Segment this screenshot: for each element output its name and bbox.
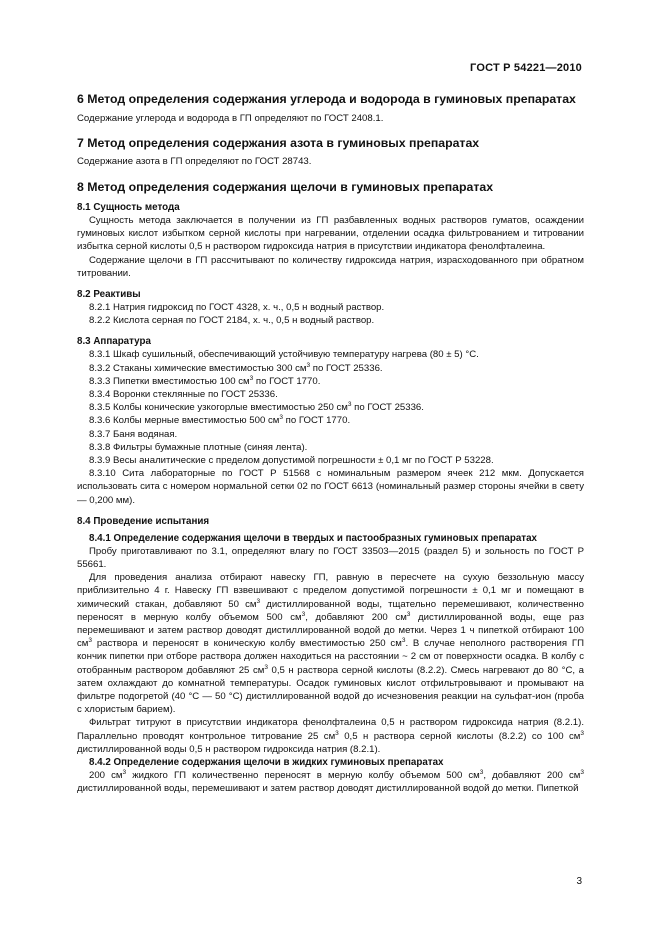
paragraph: 200 $см^3$ жидкого ГП количественно переносят в мерную колбу объемом 500 $см^3$, добавляют 200 $см^3$ дистиллированной воды, перемешивают и затем раствор доводят дистиллированной водой до метки. Пипеткой: [77, 769, 584, 795]
list-item: 8.3.6 Колбы мерные вместимостью 500 $см^3$ по ГОСТ 1770.: [89, 414, 351, 427]
subsection-8-3-title: 8.3 Аппаратура: [77, 336, 151, 348]
paragraph: Сущность метода заключается в получении из ГП разбавленных водных растворов гуматов, осаждении гуминовых кислот избытком серной кислоты при нагревании, отделении осадка фильтрованием и титровании избытка серной кислоты 0,5 н раствором гидроксида натрия в присутствии индикатора фенолфталеина.: [77, 214, 584, 253]
subsection-8-4-1-title: 8.4.1 Определение содержания щелочи в твердых и пастообразных гуминовых препаратах: [89, 532, 537, 544]
list-item: 8.3.4 Воронки стеклянные по ГОСТ 25336.: [89, 388, 278, 400]
paragraph: Фильтрат титруют в присутствии индикатора фенолфталеина 0,5 н раствором гидроксида натрия (8.2.1). Параллельно проводят контрольное титрование 25 $см^3$ 0,5 н раствора серной кислоты (8.2.2) со 100 $см^3$ дистиллированной воды 0,5 н раствором гидроксида натрия (8.2.1).: [77, 717, 584, 755]
paragraph: Пробу приготавливают по 3.1, определяют влагу по ГОСТ 33503—2015 (раздел 5) и зольность по ГОСТ Р 55661.: [77, 545, 584, 570]
list-item: 8.3.7 Баня водяная.: [89, 428, 178, 440]
list-item: 8.3.2 Стаканы химические вместимостью 300 $см^3$ по ГОСТ 25336.: [89, 361, 383, 374]
list-item: 8.3.8 Фильтры бумажные плотные (синяя лента).: [89, 441, 308, 453]
page-content: [77, 92, 584, 795]
paragraph: Содержание щелочи в ГП рассчитывают по количеству гидроксида натрия, израсходованного при обратном титровании.: [77, 254, 584, 279]
subsection-8-2-title: 8.2 Реактивы: [77, 288, 141, 300]
list-item: 8.2.1 Натрия гидроксид по ГОСТ 4328, х. ч., 0,5 н водный раствор.: [89, 301, 385, 313]
list-item: 8.3.3 Пипетки вместимостью 100 $см^3$ по ГОСТ 1770.: [89, 374, 321, 387]
list-item: 8.3.9 Весы аналитические с пределом допустимой погрешности ± 0,1 мг по ГОСТ Р 53228.: [89, 454, 494, 466]
subsection-8-4-title: 8.4 Проведение испытания: [77, 515, 210, 527]
list-item: 8.3.1 Шкаф сушильный, обеспечивающий устойчивую температуру нагрева (80 ± 5) °С.: [89, 349, 479, 361]
subsection-8-4-2-title: 8.4.2 Определение содержания щелочи в жидких гуминовых препаратах: [89, 757, 444, 769]
list-item: 8.3.5 Колбы конические узкогорлые вместимостью 250 $см^3$ по ГОСТ 25336.: [89, 401, 424, 414]
section-8-title: 8 Метод определения содержания щелочи в гуминовых препаратах: [77, 180, 494, 195]
document-code: ГОСТ Р 54221—2010: [470, 62, 582, 74]
list-item: 8.2.2 Кислота серная по ГОСТ 2184, х. ч., 0,5 н водный раствор.: [89, 315, 375, 327]
paragraph: Для проведения анализа отбирают навеску ГП, равную в пересчете на сухую беззольную массу приблизительно 4 г. Навеску ГП взвешивают с пределом допустимой погрешности ± 0,1 мг и помещают в химический стакан, добавляют 50 $см^3$ дистиллированной воды, тщательно перемешивают, количественно переносят в мерную колбу объемом 500 $см^3$, добавляют 200 $см^3$ дистиллированной воды, еще раз перемешивают и затем раствор доводят дистиллированной водой до метки. Через 1 ч пипеткой отбирают 100 $см^3$ раствора и переносят в коническую колбу вместимостью 250 $см^3$. В случае неполного растворения ГП кончик пипетки при отборе раствора должен находиться на расстоянии ~ 2 см от поверхности осадка. В колбу с отобранным раствором добавляют 25 $см^3$ 0,5 н раствора серной кислоты (8.2.2). Смесь нагревают до 80 °С, а затем охлаждают до комнатной температуры. Осадок гуминовых кислот отфильтровывают и промывают на фильтре подогретой (40 °С — 50 °С) дистиллированной водой до исчезновения реакции на сульфат-ион (проба с хлористым барием).: [77, 572, 585, 716]
section-7-title: 7 Метод определения содержания азота в гуминовых препаратах: [77, 135, 480, 150]
list-item: 8.3.10 Сита лабораторные по ГОСТ Р 51568 с номинальным размером ячеек 212 мкм. Допускается использовать сита с номером нормальной сетки 02 по ГОСТ 6613 (номинальный размер стороны ячейки в свету — 0,200 мм).: [77, 468, 584, 506]
section-7-text: Содержание азота в ГП определяют по ГОСТ 28743.: [77, 156, 312, 168]
page-number: 3: [576, 876, 582, 887]
section-6-title: 6 Метод определения содержания углерода и водорода в гуминовых препаратах: [77, 92, 576, 106]
section-6-text: Содержание углерода и водорода в ГП определяют по ГОСТ 2408.1.: [77, 112, 384, 124]
subsection-8-1-title: 8.1 Сущность метода: [77, 201, 180, 213]
